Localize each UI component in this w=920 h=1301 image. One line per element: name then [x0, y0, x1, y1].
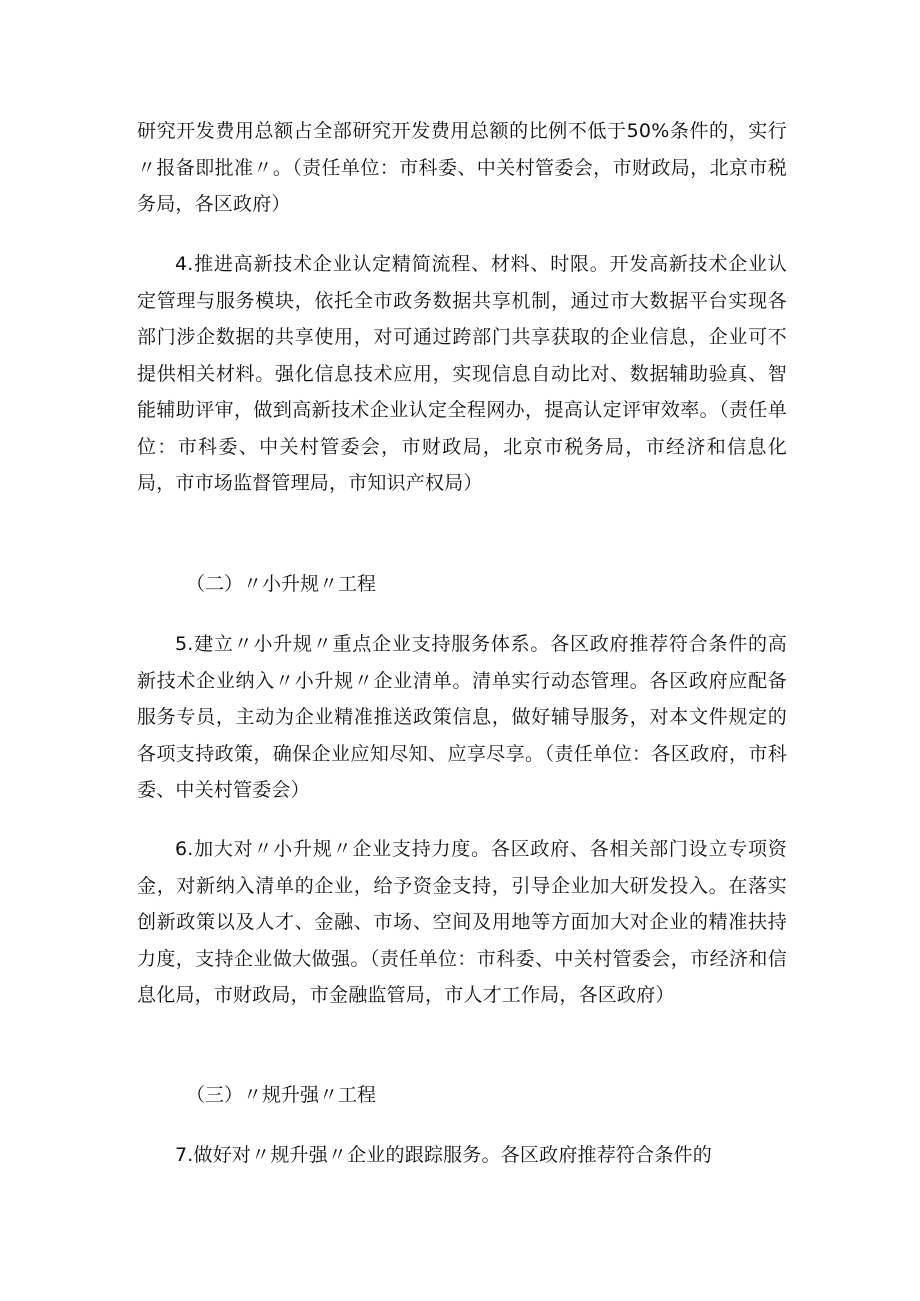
paragraph-item-5: 5.建立〃小升规〃重点企业支持服务体系。各区政府推荐符合条件的高新技术企业纳入〃小升规〃企业清单。清单实行动态管理。各区政府应配备服务专员，主动为企业精准推送政策信息，做好辅导服务，对本文件规定的各项支持政策，确保企业应知尽知、应享尽享。（责任单位：各区政府，市科委、中关村管委会）: [137, 633, 787, 801]
paragraph-continuation: 研究开发费用总额占全部研究开发费用总额的比例不低于50%条件的，实行〃报备即批准〃。（责任单位：市科委、中关村管委会，市财政局，北京市税务局，各区政府）: [137, 120, 787, 215]
paragraph-item-4: 4.推进高新技术企业认定精简流程、材料、时限。开发高新技术企业认定管理与服务模块，依托全市政务数据共享机制，通过市大数据平台实现各部门涉企数据的共享使用，对可通过跨部门共享获取的企业信息，企业可不提供相关材料。强化信息技术应用，实现信息自动比对、数据辅助验真、智能辅助评审，做到高新技术企业认定全程网办，提高认定评审效率。（责任单位：市科委、中关村管委会，市财政局，北京市税务局，市经济和信息化局，市市场监督管理局，市知识产权局）: [137, 253, 787, 494]
section-heading-2: （二）〃小升规〃工程: [186, 573, 377, 595]
paragraph-item-7: 7.做好对〃规升强〃企业的跟踪服务。各区政府推荐符合条件的: [175, 1144, 712, 1166]
section-heading-3: （三）〃规升强〃工程: [186, 1084, 377, 1106]
paragraph-item-6: 6.加大对〃小升规〃企业支持力度。各区政府、各相关部门设立专项资金，对新纳入清单的企业，给予资金支持，引导企业加大研发投入。在落实创新政策以及人才、金融、市场、空间及用地等方面加大对企业的精准扶持力度，支持企业做大做强。（责任单位：市科委、中关村管委会，市经济和信息化局，市财政局，市金融监管局，市人才工作局，各区政府）: [137, 838, 787, 1006]
